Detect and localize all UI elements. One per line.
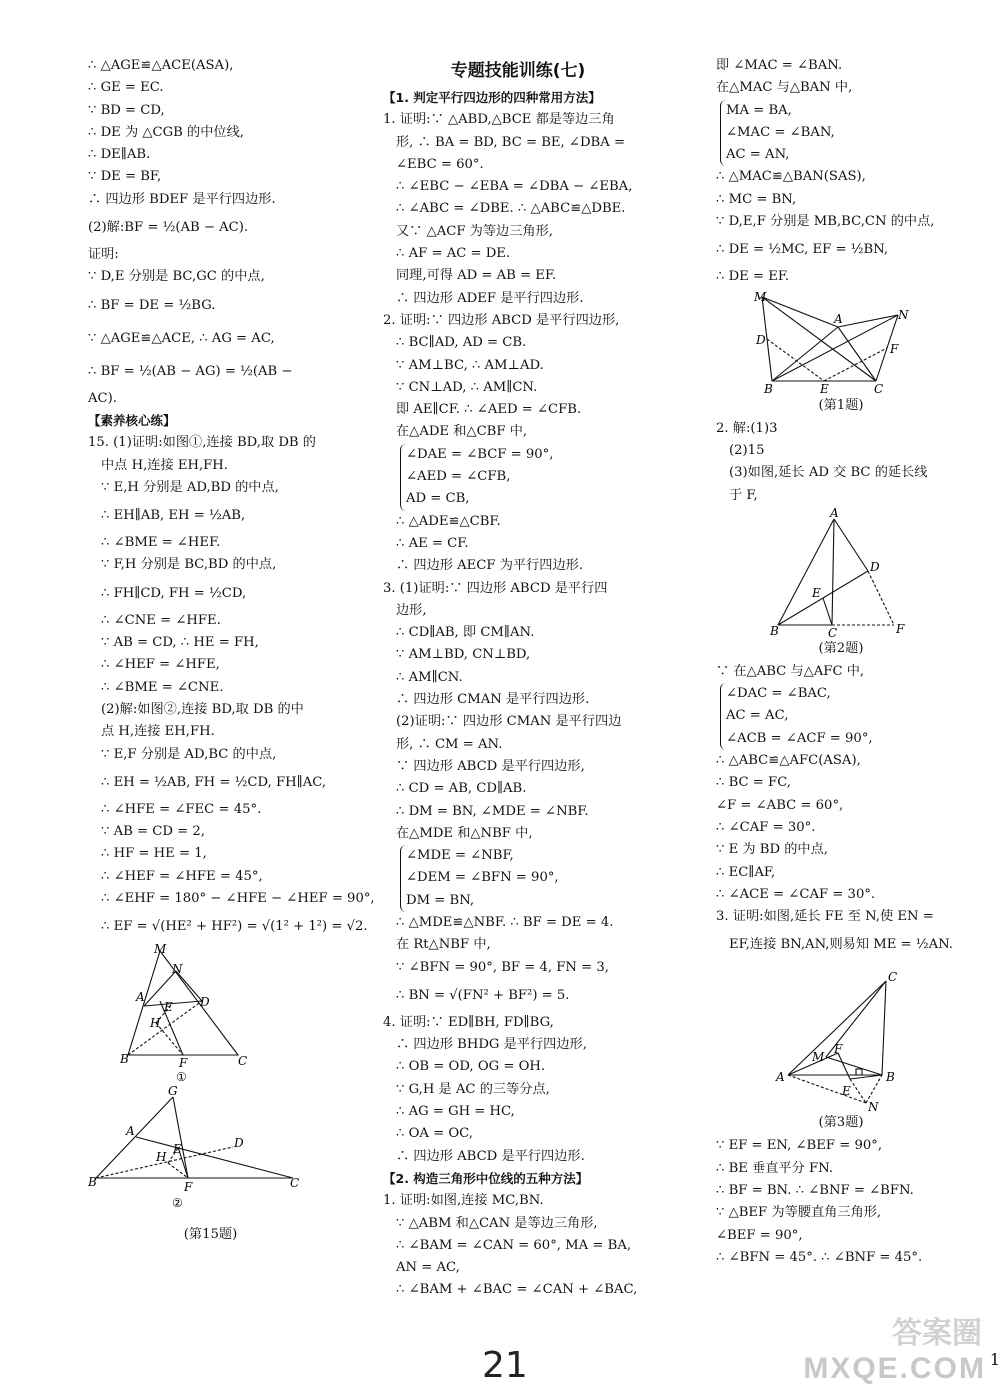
text-line: ∴ ∠BFN = 45°. ∴ ∠BNF = 45°.	[716, 1249, 923, 1265]
text-line: ∴ ∠BAM = ∠CAN = 60°, MA = BA,	[396, 1237, 632, 1253]
text-line: 15. (1)证明:如图①,连接 BD,取 DB 的	[88, 435, 316, 451]
brace-system	[383, 845, 653, 912]
fig-label: H	[156, 1150, 167, 1165]
text-line: ∴ △ABC≌△AFC(ASA),	[716, 753, 861, 769]
fig-label: C	[290, 1176, 300, 1191]
watermark-logo: 答案圈	[892, 1316, 982, 1351]
text-line: ∴ OB = OD, OG = OH.	[396, 1059, 546, 1075]
text-line: ∴ DE = ½MC, EF = ½BN,	[716, 242, 889, 258]
text-line: ∴ BC = FC,	[716, 775, 792, 791]
fig-label: D	[756, 332, 766, 347]
page-number: 21	[482, 1345, 528, 1386]
figure-15-2	[88, 1083, 333, 1223]
text-line: 在△MDE 和△NBF 中,	[396, 825, 533, 841]
text-line: 边形,	[396, 602, 427, 618]
brace-system	[716, 683, 966, 750]
text-line: ∵ △ABM 和△CAN 是等边三角形,	[396, 1215, 598, 1231]
text-line: 4. 证明:∵ ED∥BH, FD∥BG,	[383, 1014, 554, 1030]
text-line: ∴ ∠HFE = ∠FEC = 45°.	[101, 801, 262, 817]
fig-label: M	[754, 289, 767, 304]
fig-label: E	[812, 585, 821, 600]
fig-caption: ①	[176, 1070, 187, 1084]
text-line: ∴ ∠HEF = ∠HFE,	[101, 657, 220, 673]
edge-mark: 1	[989, 1350, 1000, 1369]
text-line: ∴ EH∥AB, EH = ½AB,	[101, 508, 246, 524]
fig-label: F	[184, 1180, 193, 1195]
fig-label: D	[200, 995, 210, 1010]
column-1	[88, 55, 375, 1247]
text-line: ∵ G,H 是 AC 的三等分点,	[396, 1081, 550, 1097]
watermark: MXQE.COM	[803, 1352, 986, 1385]
text-line: ∵ EF = EN, ∠BEF = 90°,	[716, 1138, 883, 1154]
text-line: AN = AC,	[396, 1260, 460, 1276]
figure-col3-1	[716, 289, 966, 394]
text-line: ∴ △MAC≌△BAN(SAS),	[716, 169, 866, 185]
text-line: ∠BEF = 90°,	[716, 1227, 803, 1243]
text-line: ∴ HF = HE = 1,	[101, 846, 207, 862]
text-line: 同理,可得 AD = AB = EF.	[396, 268, 557, 284]
text-line: 1. 证明:∵ △ABD,△BCE 都是等边三角	[383, 112, 615, 128]
text-line: 在 Rt△NBF 中,	[396, 937, 491, 953]
text-line: ∴ DE 为 △CGB 的中位线,	[88, 124, 244, 140]
text-line: (2)证明:∵ 四边形 CMAN 是平行四边	[396, 714, 622, 730]
text-line: ∴ ∠BME = ∠CNE.	[101, 679, 224, 695]
text-line: 2. 证明:∵ 四边形 ABCD 是平行四边形,	[383, 312, 620, 328]
text-line: ∴ 四边形 AECF 为平行四边形.	[396, 558, 584, 574]
text-line: ∴ 四边形 BDEF 是平行四边形.	[88, 191, 276, 207]
text-line: (3)如图,延长 AD 交 BC 的延长线	[729, 465, 928, 481]
text-line: ∴ △ADE≌△CBF.	[396, 513, 501, 529]
fig-label: B	[764, 381, 773, 394]
fig-label: B	[886, 1070, 895, 1085]
fig-label: F	[890, 341, 899, 356]
text-line: 1. 证明:如图,连接 MC,BN.	[383, 1193, 544, 1209]
column-3	[716, 55, 966, 1269]
fig-label: C	[238, 1054, 248, 1069]
figure-caption: (第3题)	[818, 1115, 864, 1131]
text-line: ∠DAC = ∠BAC,	[726, 686, 831, 702]
text-line: ∴ ∠EHF = 180° − ∠HFE − ∠HEF = 90°,	[101, 891, 375, 907]
text-line: ∴ ∠CAF = 30°.	[716, 819, 816, 835]
text-line: AD = CB,	[406, 491, 470, 507]
text-line: DM = BN,	[406, 892, 475, 908]
text-line: ∵ E,F 分别是 AD,BC 的中点,	[101, 746, 277, 762]
text-line: AC = AC,	[726, 708, 789, 724]
text-line: ∠ACB = ∠ACF = 90°,	[726, 730, 873, 746]
text-line: ∠MAC = ∠BAN,	[726, 124, 835, 140]
fig-label: C	[828, 625, 838, 637]
fig-label: C	[888, 970, 898, 985]
fig-caption: ②	[172, 1196, 183, 1211]
text-line: ∵ 四边形 ABCD 是平行四边形,	[396, 758, 585, 774]
text-line: ∵ DE = BF,	[88, 169, 162, 185]
fig-label: F	[834, 1042, 843, 1057]
figure-caption: (第2题)	[818, 640, 864, 656]
text-line: ∴ 四边形 BHDG 是平行四边形,	[396, 1037, 587, 1053]
brace-system	[383, 444, 653, 511]
text-line: 在△ADE 和△CBF 中,	[396, 424, 528, 440]
fig-label: E	[164, 1000, 173, 1015]
text-line: ∴ ∠BME = ∠HEF.	[101, 535, 221, 551]
figure-caption: (第1题)	[818, 397, 864, 413]
figure-col3-3	[716, 961, 966, 1111]
fig-label: M	[154, 943, 167, 957]
text-line: ∴ BF = BN. ∴ ∠BNF = ∠BFN.	[716, 1183, 914, 1199]
text-line: ∴ FH∥CD, FH = ½CD,	[101, 585, 247, 601]
fig-label: F	[896, 621, 905, 636]
text-line: ∴ EF = √(HE² + HF²) = √(1² + 1²) = √2.	[101, 919, 368, 935]
section-heading: 【2. 构造三角形中位线的五种方法】	[383, 1170, 589, 1186]
text-line: ∴ AF = AC = DE.	[396, 246, 511, 262]
text-line: ∵ △AGE≌△ACE, ∴ AG = AC,	[88, 330, 275, 346]
text-line: ∵ AM⊥BD, CN⊥BD,	[396, 647, 531, 663]
column-2	[383, 55, 653, 1302]
text-line: 点 H,连接 EH,FH.	[101, 724, 215, 740]
text-line: ∵ AB = CD, ∴ HE = FH,	[101, 635, 259, 651]
text-line: ∴ CD∥AB, 即 CM∥AN.	[396, 625, 535, 641]
fig-label: E	[173, 1142, 182, 1157]
text-line: ∵ AB = CD = 2,	[101, 824, 205, 840]
fig-label: A	[776, 1070, 785, 1085]
brace-system	[716, 100, 966, 167]
fig-label: C	[874, 381, 884, 394]
text-line: ∴ ∠ABC = ∠DBE. ∴ △ABC≌△DBE.	[396, 201, 626, 217]
text-line: ∴ ∠CNE = ∠HFE.	[101, 612, 221, 628]
fig-label: E	[842, 1084, 851, 1099]
text-line: ∠F = ∠ABC = 60°,	[716, 797, 844, 813]
text-line: ∴ EC∥AF,	[716, 864, 776, 880]
text-line: ∵ ∠BFN = 90°, BF = 4, FN = 3,	[396, 959, 609, 975]
text-line: EF,连接 BN,AN,则易知 ME = ½AN.	[729, 937, 953, 953]
text-line: (2)解:BF = ½(AB − AC).	[88, 220, 249, 236]
text-line: (2)解:如图②,连接 BD,取 DB 的中	[101, 701, 304, 717]
text-line: ∴ AM∥CN.	[396, 669, 463, 685]
text-line: ∴ ∠ACE = ∠CAF = 30°.	[716, 886, 876, 902]
text-line: ∴ ∠BAM + ∠BAC = ∠CAN + ∠BAC,	[396, 1282, 638, 1298]
text-line: ∴ DE∥AB.	[88, 147, 151, 163]
fig-label: B	[120, 1052, 129, 1067]
text-line: ∠AED = ∠CFB,	[406, 469, 511, 485]
text-line: ∵ BD = CD,	[88, 102, 165, 118]
text-line: ∴ BN = √(FN² + BF²) = 5.	[396, 987, 570, 1003]
text-line: (2)15	[729, 442, 765, 458]
text-line: 形, ∴ BA = BD, BC = BE, ∠DBA =	[396, 134, 626, 150]
text-line: ∴ BC∥AD, AD = CB.	[396, 335, 527, 351]
text-line: 即 AE∥CF. ∴ ∠AED = ∠CFB.	[396, 402, 582, 418]
page-title: 专题技能训练(七)	[450, 61, 586, 81]
text-line: ∵ F,H 分别是 BC,BD 的中点,	[101, 557, 277, 573]
section-heading: 【素养核心练】	[88, 412, 176, 428]
figure-15-1	[88, 943, 333, 1083]
text-line: ∵ E,H 分别是 AD,BD 的中点,	[101, 479, 279, 495]
fig-label: N	[898, 307, 909, 322]
fig-label: A	[126, 1124, 135, 1139]
text-line: AC = AN,	[726, 147, 790, 163]
fig-label: N	[172, 962, 183, 977]
text-line: ∵ 在△ABC 与△AFC 中,	[716, 663, 865, 679]
text-line: ∠EBC = 60°.	[396, 156, 484, 172]
section-heading: 【1. 判定平行四边形的四种常用方法】	[383, 90, 601, 105]
text-line: ∴ 四边形 ADEF 是平行四边形.	[396, 290, 584, 306]
text-line: 中点 H,连接 EH,FH.	[101, 457, 228, 473]
text-line: ∵ CN⊥AD, ∴ AM∥CN.	[396, 379, 538, 395]
fig-label: B	[770, 623, 779, 637]
text-line: 在△MAC 与△BAN 中,	[716, 80, 853, 96]
text-line: 3. 证明:如图,延长 FE 至 N,使 EN =	[716, 909, 934, 925]
text-line: ∴ OA = OC,	[396, 1126, 473, 1142]
text-line: ∴ BE 垂直平分 FN.	[716, 1160, 834, 1176]
text-line: AC).	[88, 390, 117, 406]
fig-label: G	[168, 1084, 178, 1099]
figure-caption: (第15题)	[183, 1227, 238, 1243]
text-line: MA = BA,	[726, 102, 792, 118]
text-line: ∵ E 为 BD 的中点,	[716, 842, 828, 858]
text-line: ∴ GE = EC.	[88, 80, 164, 96]
text-line: ∴ AE = CF.	[396, 535, 469, 551]
fig-label: A	[834, 311, 843, 326]
fig-label: N	[868, 1100, 879, 1112]
text-line: ∴ MC = BN,	[716, 191, 797, 207]
fig-label: A	[830, 506, 839, 520]
text-line: ∴ ∠EBC − ∠EBA = ∠DBA − ∠EBA,	[396, 179, 633, 195]
fig-label: D	[234, 1136, 244, 1151]
fig-label: H	[150, 1016, 161, 1031]
fig-label: E	[820, 381, 829, 394]
text-line: ∴ 四边形 CMAN 是平行四边形.	[396, 692, 590, 708]
text-line: 又∵ △ACF 为等边三角形,	[396, 223, 553, 239]
text-line: ∵ D,E 分别是 BC,GC 的中点,	[88, 269, 265, 285]
fig-label: D	[870, 559, 880, 574]
text-line: 证明:	[88, 247, 119, 263]
fig-label: M	[812, 1050, 825, 1065]
text-line: 即 ∠MAC = ∠BAN.	[716, 58, 843, 73]
text-line: 3. (1)证明:∵ 四边形 ABCD 是平行四	[383, 580, 608, 596]
text-line: ∴ AG = GH = HC,	[396, 1104, 515, 1120]
text-line: ∵ △BEF 为等腰直角三角形,	[716, 1205, 882, 1221]
text-line: ∴ ∠HEF = ∠HFE = 45°,	[101, 868, 263, 884]
text-line: ∴ △MDE≌△NBF. ∴ BF = DE = 4.	[396, 914, 614, 930]
text-line: ∵ AM⊥BC, ∴ AM⊥AD.	[396, 357, 544, 373]
figure-col3-2	[716, 507, 966, 637]
text-line: ∴ CD = AB, CD∥AB.	[396, 781, 527, 797]
fig-label: F	[179, 1056, 188, 1071]
text-line: ∴ BF = ½(AB − AG) = ½(AB −	[88, 363, 293, 379]
text-line: ∴ DM = BN, ∠MDE = ∠NBF.	[396, 803, 589, 819]
text-line: ∠DAE = ∠BCF = 90°,	[406, 446, 554, 462]
text-line: ∴ DE = EF.	[716, 269, 790, 285]
text-line: 于 F,	[729, 487, 758, 503]
text-line: ∴ △AGE≌△ACE(ASA),	[88, 58, 234, 73]
text-line: ∠MDE = ∠NBF,	[406, 848, 514, 864]
fig-label: B	[88, 1175, 97, 1190]
text-line: ∵ D,E,F 分别是 MB,BC,CN 的中点,	[716, 214, 935, 230]
text-line: 2. 解:(1)3	[716, 420, 778, 436]
text-line: ∠DEM = ∠BFN = 90°,	[406, 870, 559, 886]
text-line: ∴ EH = ½AB, FH = ½CD, FH∥AC,	[101, 774, 327, 790]
text-line: ∴ BF = DE = ½BG.	[88, 297, 216, 313]
fig-label: A	[136, 990, 145, 1005]
text-line: ∴ 四边形 ABCD 是平行四边形.	[396, 1148, 585, 1164]
text-line: 形, ∴ CM = AN.	[396, 736, 503, 752]
